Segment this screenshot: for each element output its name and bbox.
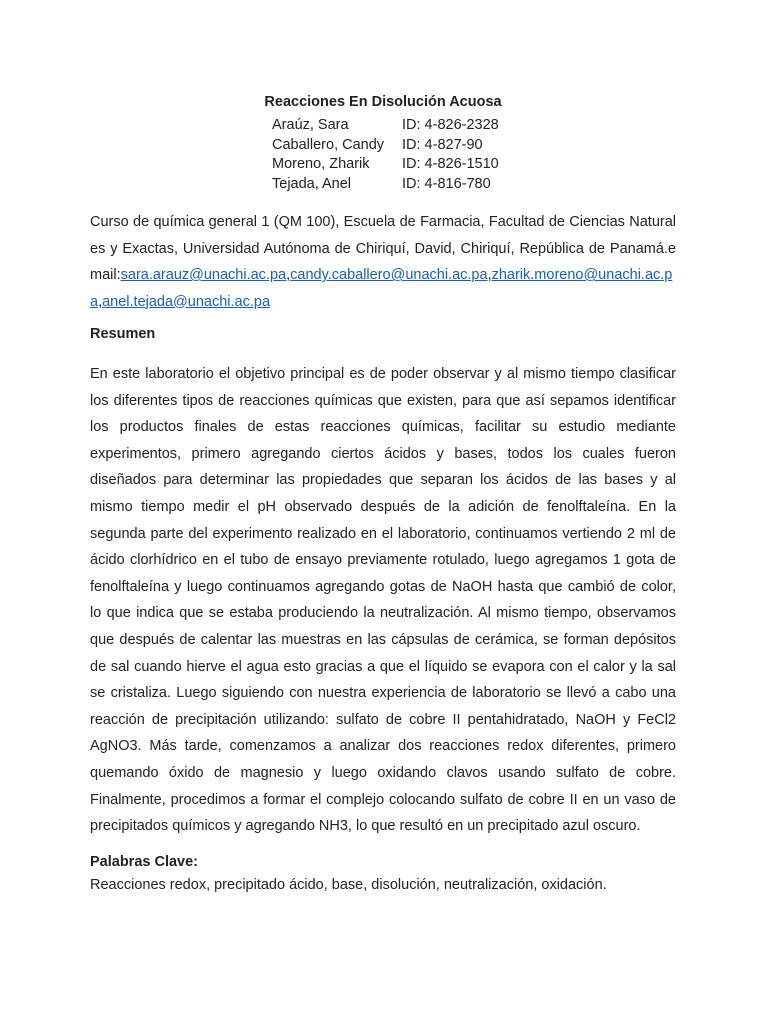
email-link-sara[interactable]: sara.arauz@unachi.ac.pa	[120, 267, 287, 283]
email-separator: ,	[98, 293, 103, 310]
email-link-zharik[interactable]: zharik.moreno@unachi.ac.pa	[90, 267, 673, 310]
email-link-candy[interactable]: candy.caballero@unachi.ac.pa	[290, 267, 488, 283]
affiliation-text: Curso de química general 1 (QM 100), Escuela de Farmacia, Facultad de Ciencias Naturales y Exactas, Universidad Autónoma de Chiriquí, David, Chiriquí, República de Panamá.email:	[90, 214, 676, 283]
email-separator: ,	[487, 267, 492, 283]
email-separator: ,	[286, 267, 291, 283]
author-id: ID: 4-816-780	[402, 175, 491, 192]
author-name: Araúz, Sara	[272, 117, 349, 133]
abstract-heading: Resumen	[90, 326, 156, 342]
keywords-heading: Palabras Clave:	[90, 853, 199, 870]
email-link-anel[interactable]: anel.tejada@unachi.ac.pa	[102, 293, 271, 310]
author-id: ID: 4-826-1510	[402, 156, 499, 172]
document-page	[90, 92, 676, 895]
author-name: Tejada, Anel	[272, 175, 352, 192]
author-list	[272, 116, 676, 194]
affiliation-paragraph	[90, 209, 676, 315]
document-title: Reacciones En Disolución Acuosa	[264, 94, 502, 110]
author-name: Caballero, Candy	[272, 136, 385, 153]
abstract-paragraph: En este laboratorio el objetivo principal es de poder observar y al mismo tiempo clasificar los diferentes tipos de reacciones químicas que existen, para que así sepamos identificar los productos finales de estas reacciones químicas, facilitar su estudio mediante experimentos, primero agregando ciertos ácidos y bases, todos los cuales fueron diseñados para determinar las propiedades que separan los ácidos de las bases y al mismo tiempo medir el pH observado después de la adición de fenolftaleína. En la segunda parte del experimento realizado en el laboratorio, continuamos vertiendo 2 ml de ácido clorhídrico en el tubo de ensayo previamente rotulado, luego agregamos 1 gota de fenolftaleína y luego continuamos agregando gotas de NaOH hasta que cambió de color, lo que indica que se estaba produciendo la neutralización. Al mismo tiempo, observamos que después de calentar las muestras en las cápsulas de cerámica, se forman depósitos de sal cuando hierve el agua esto gracias a que el líquido se evapora con el calor y la sal se cristaliza. Luego siguiendo con nuestra experiencia de laboratorio se llevó a cabo una reacción de precipitación utilizando: sulfato de cobre II pentahidratado, NaOH y FeCl2 AgNO3. Más tarde, comenzamos a analizar dos reacciones redox diferentes, primero quemando óxido de magnesio y luego oxidando clavos usando sulfato de cobre. Finalmente, procedimos a formar el complejo colocando sulfato de cobre II en un vaso de precipitados químicos y agregando NH3, lo que resultó en un precipitado azul oscuro.	[90, 366, 676, 835]
author-row	[272, 136, 676, 156]
author-row	[272, 116, 676, 136]
keywords-text: Reacciones redox, precipitado ácido, base, disolución, neutralización, oxidación.	[90, 876, 607, 893]
author-row	[272, 175, 676, 195]
author-id: ID: 4-826-2328	[402, 117, 499, 133]
author-row	[272, 155, 676, 175]
author-name: Moreno, Zharik	[272, 156, 370, 172]
author-id: ID: 4-827-90	[402, 136, 483, 153]
